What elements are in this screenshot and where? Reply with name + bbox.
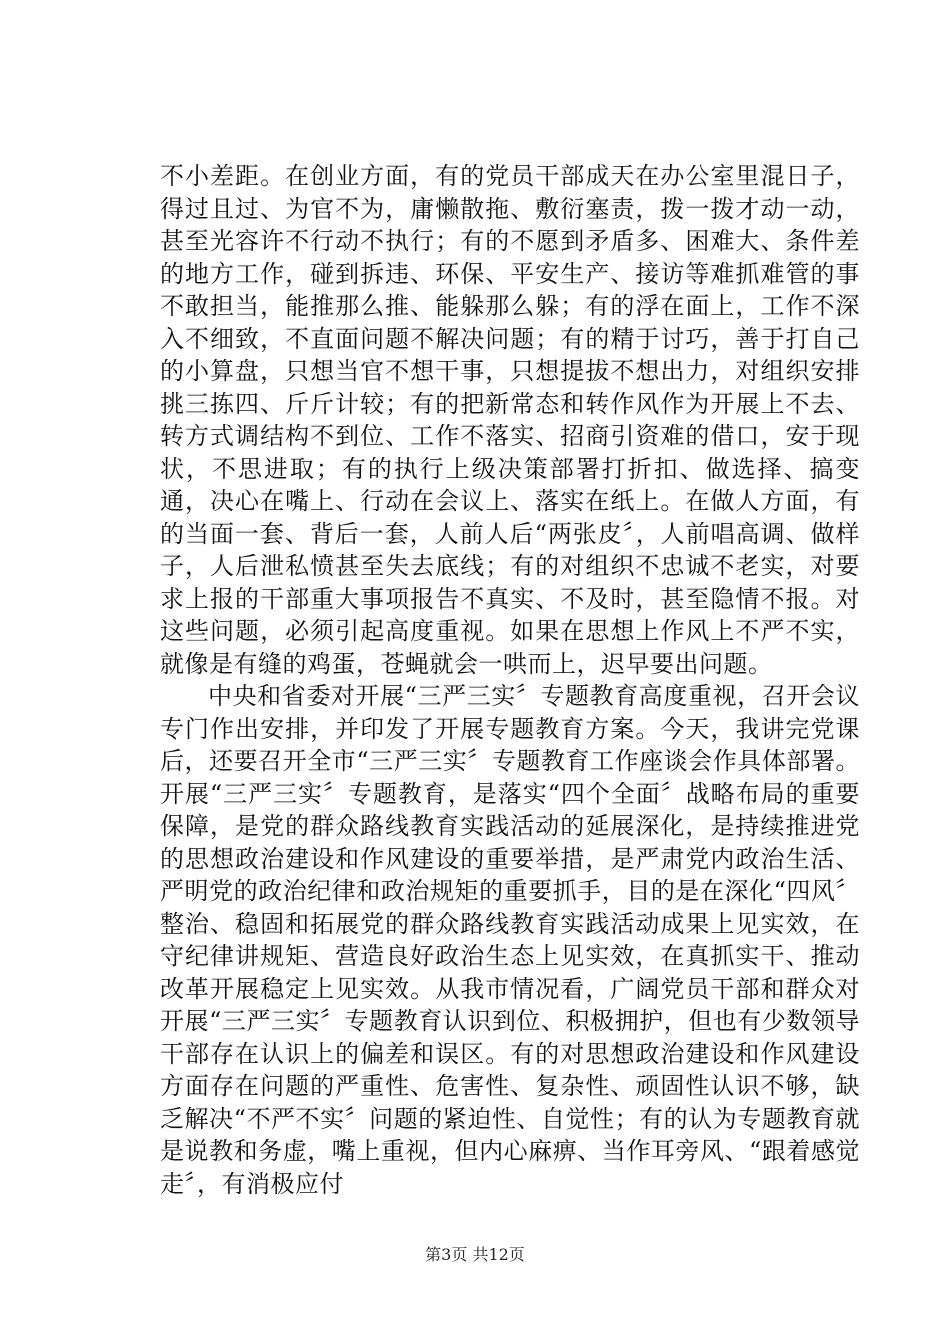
paragraph-2: 中央和省委对开展“三严三实〞专题教育高度重视，召开会议专门作出安排，并印发了开展专题教育方案。今天，我讲完党课后，还要召开全市“三严三实〞专题教育工作座谈会作具体部署。开展“三严三实〞专题教育，是落实“四个全面〞战略布局的重要保障，是党的群众路线教育实践活动的延展深化，是持续推进党的思想政治建设和作风建设的重要举措，是严肃党内政治生活、严明党的政治纪律和政治规矩的重要抓手，目的是在深化“四风〞整治、稳固和拓展党的群众路线教育实践活动成果上见实效，在守纪律讲规矩、营造良好政治生态上见实效，在真抓实干、推动改革开展稳定上见实效。从我市情况看，广阔党员干部和群众对开展“三严三实〞专题教育认识到位、积极拥护，但也有少数领导干部存在认识上的偏差和误区。有的对思想政治建设和作风建设方面存在问题的严重性、危害性、复杂性、顽固性认识不够，缺乏解决“不严不实〞问题的紧迫性、自觉性；有的认为专题教育就是说教和务虚，嘴上重视，但内心麻痹、当作耳旁风、“跟着感觉走〞，有消极应付 — [160, 682, 860, 1198]
page-number-label: 第3页 共12页 — [425, 1245, 525, 1264]
document-body — [160, 160, 860, 1200]
paragraph-1: 不小差距。在创业方面，有的党员干部成天在办公室里混日子，得过且过、为官不为，庸懒散拖、敷衍塞责，拨一拨才动一动，甚至光容许不行动不执行；有的不愿到矛盾多、困难大、条件差的地方工作，碰到拆违、环保、平安生产、接访等难抓难管的事不敢担当，能推那么推、能躲那么躲；有的浮在面上，工作不深入不细致，不直面问题不解决问题；有的精于讨巧，善于打自己的小算盘，只想当官不想干事，只想提拔不想出力，对组织安排挑三拣四、斤斤计较；有的把新常态和转作风作为开展上不去、转方式调结构不到位、工作不落实、招商引资难的借口，安于现状，不思进取；有的执行上级决策部署打折扣、做选择、搞变通，决心在嘴上、行动在会议上、落实在纸上。在做人方面，有的当面一套、背后一套，人前人后“两张皮〞，人前唱高调、做样子，人后泄私愤甚至失去底线；有的对组织不忠诚不老实，对要求上报的干部重大事项报告不真实、不及时，甚至隐情不报。对这些问题，必须引起高度重视。如果在思想上作风上不严不实，就像是有缝的鸡蛋，苍蝇就会一哄而上，迟早要出问题。 — [160, 162, 860, 678]
page-footer — [0, 1242, 950, 1265]
